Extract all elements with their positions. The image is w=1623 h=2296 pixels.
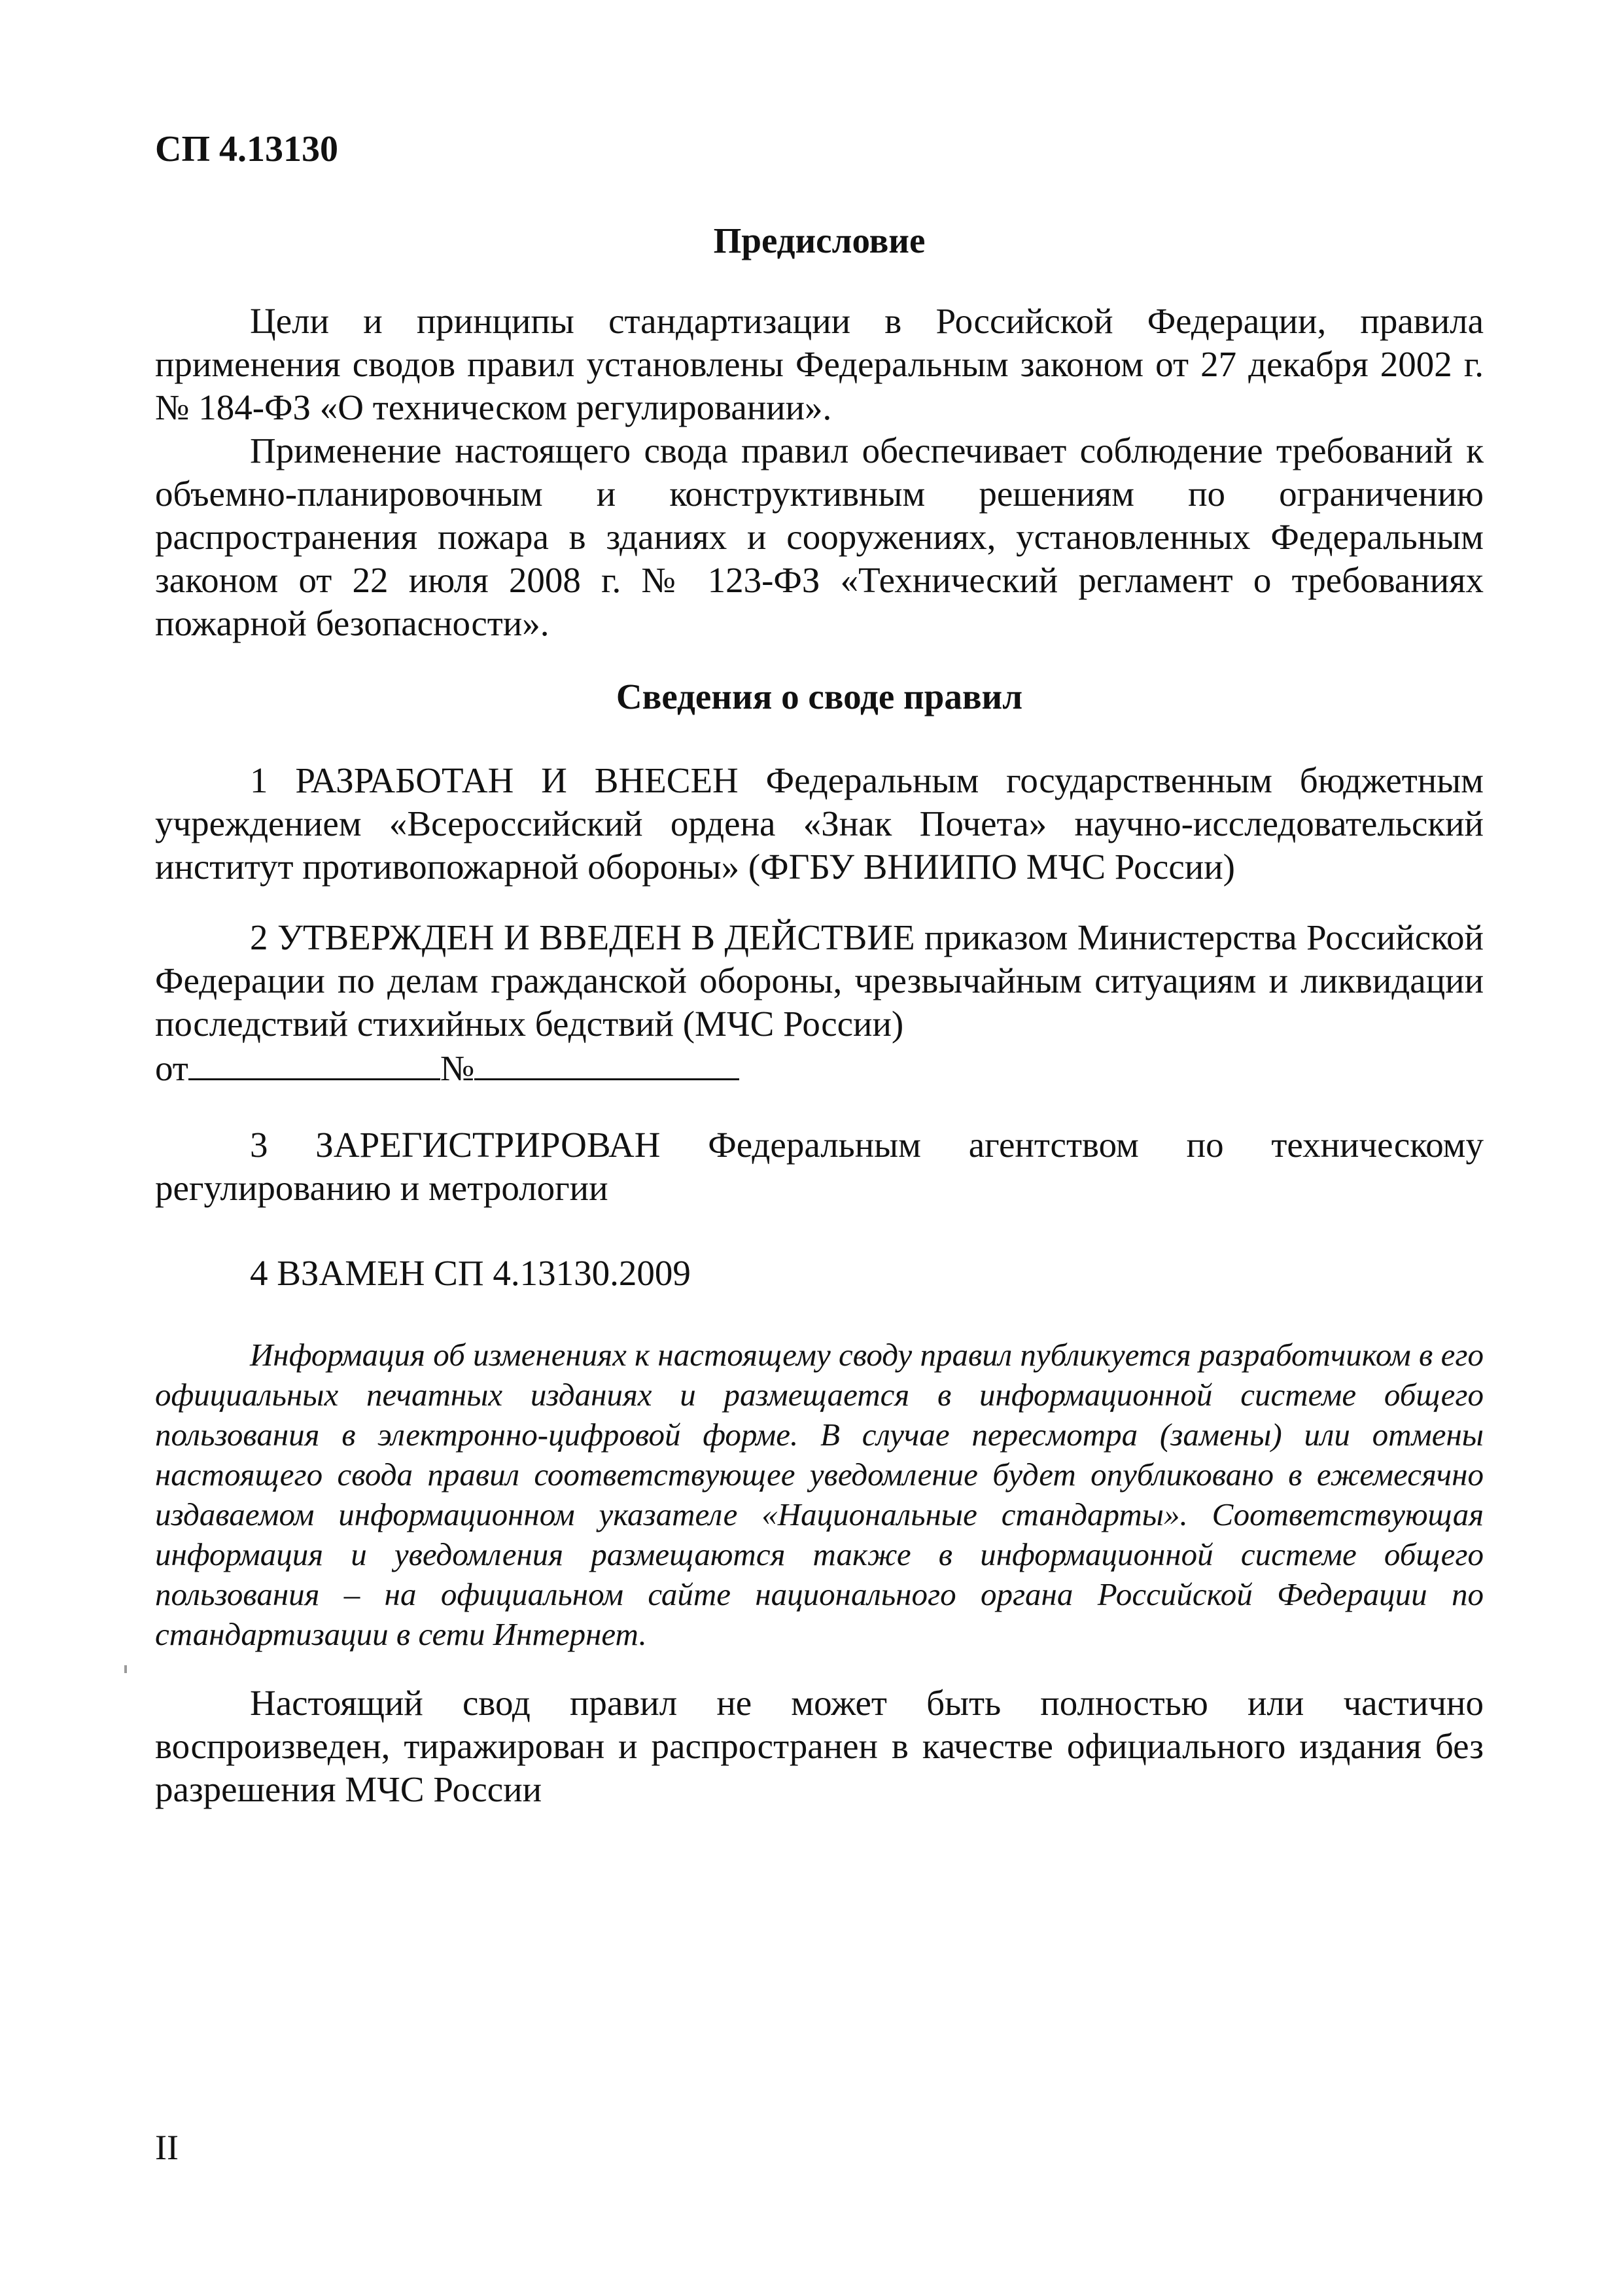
info-item-registered [155, 1123, 1484, 1210]
foreword-paragraph: Применение настоящего свода правил обеспечивает соблюдение требований к объемно-планировочным и конструктивным решениям по ограничению распространения пожара в зданиях и сооружениях, установленных Федеральным законом от 22 июля 2008 г. № 123-ФЗ «Технический регламент о требованиях пожарной безопасности». [155, 431, 1484, 643]
scan-mark [124, 1665, 127, 1673]
foreword-title: Предисловие [713, 221, 926, 260]
approval-date-line [155, 1046, 1484, 1090]
changes-notice [155, 1335, 1484, 1654]
info-item-text: 3 ЗАРЕГИСТРИРОВАН Федеральным агентством по техническому регулированию и метрологии [155, 1125, 1484, 1208]
info-item-text: 4 ВЗАМЕН СП 4.13130.2009 [250, 1253, 691, 1293]
info-item-developed [155, 759, 1484, 889]
info-item-text: 1 РАЗРАБОТАН И ВНЕСЕН Федеральным государственным бюджетным учреждением «Всероссийский ордена «Знак Почета» научно-исследовательский институт противопожарной обороны» (ФГБУ ВНИИПО МЧС России) [155, 760, 1484, 887]
reproduction-notice-text: Настоящий свод правил не может быть полностью или частично воспроизведен, тиражирован и распространен в качестве официального издания без разрешения МЧС России [155, 1683, 1484, 1809]
document-code: СП 4.13130 [155, 129, 338, 169]
info-title: Сведения о своде правил [616, 677, 1023, 716]
foreword-body [155, 300, 1484, 645]
info-item-replaces [155, 1252, 1484, 1295]
foreword-paragraph: Цели и принципы стандартизации в Российской Федерации, правила применения сводов правил установлены Федеральным законом от 27 декабря 2002 г. № 184-ФЗ «О техническом регулировании». [155, 301, 1484, 427]
info-item-text: 2 УТВЕРЖДЕН И ВВЕДЕН В ДЕЙСТВИЕ приказом Министерства Российской Федерации по делам гражданской обороны, чрезвычайным ситуациям и ликвидации последствий стихийных бедствий (МЧС России) [155, 917, 1484, 1044]
date-blank [188, 1046, 440, 1080]
number-blank [474, 1046, 739, 1080]
date-prefix: от [155, 1048, 188, 1088]
reproduction-notice [155, 1682, 1484, 1811]
info-item-approved [155, 916, 1484, 1090]
number-sign: № [440, 1048, 475, 1088]
changes-notice-text: Информация об изменениях к настоящему своду правил публикуется разработчиком в его официальных печатных изданиях и размещается в информационной системе общего пользования в электронно-цифровой форме. В случае пересмотра (замены) или отмены настоящего свода правил соответствующее уведомление будет опубликовано в ежемесячно издаваемом информационном указателе «Национальные стандарты». Соответствующая информация и уведомления размещаются также в информационной системе общего пользования – на официальном сайте национального органа Российской Федерации по стандартизации в сети Интернет. [155, 1337, 1484, 1652]
page-number: II [155, 2128, 179, 2167]
